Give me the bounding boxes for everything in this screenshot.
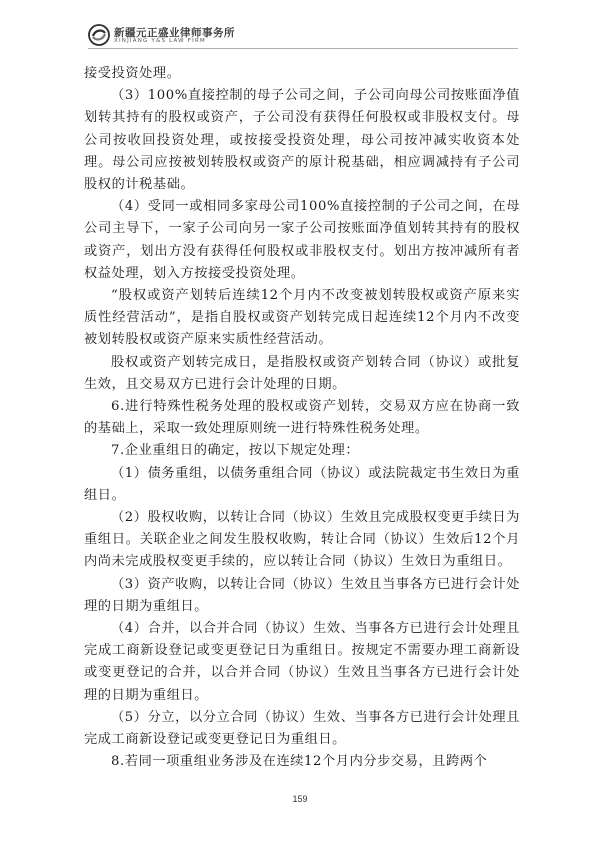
paragraph: 股权或资产划转完成日，是指股权或资产划转合同（协议）或批复生效，且交易双方已进行会计处理的日期。 [84, 354, 520, 392]
paragraph: 8.若同一项重组业务涉及在连续12个月内分步交易，且跨两个 [111, 754, 488, 770]
firm-logo-icon [88, 24, 110, 46]
paragraph: （2）股权收购，以转让合同（协议）生效且完成股权变更手续日为重组日。关联企业之间发生股权收购，转让合同（协议）生效后12个月内尚未完成股权变更手续的，应以转让合同（协议）生效日为重组日。 [84, 510, 520, 570]
page-number: 159 [292, 794, 308, 804]
paragraph: （3）100%直接控制的母子公司之间，子公司向母公司按账面净值划转其持有的股权或资产，子公司没有获得任何股权或非股权支付。母公司按收回投资处理，或按接受投资处理，母公司按冲减实收资本处理。母公司应按被划转股权或资产的原计税基础，相应调减持有子公司股权的计税基础。 [84, 88, 520, 193]
paragraph: 6.进行特殊性税务处理的股权或资产划转，交易双方应在协商一致的基础上，采取一致处理原则统一进行特殊性税务处理。 [84, 399, 520, 437]
paragraph: 7.企业重组日的确定，按以下规定处理： [111, 443, 360, 459]
paragraph: （5）分立，以分立合同（协议）生效、当事各方已进行会计处理且完成工商新设登记或变更登记日为重组日。 [84, 709, 520, 748]
page-header [88, 24, 518, 48]
paragraph: （4）合并，以合并合同（协议）生效、当事各方已进行会计处理且完成工商新设登记或变更登记日为重组日。按规定不需要办理工商新设或变更登记的合并，以合并合同（协议）生效且当事各方已进行会计处理的日期为重组日。 [84, 621, 520, 703]
document-body [84, 63, 520, 774]
paragraph: 接受投资处理。 [84, 66, 181, 81]
header-divider [88, 48, 518, 49]
paragraph: （1）债务重组，以债务重组合同（协议）或法院裁定书生效日为重组日。 [84, 465, 520, 503]
paragraph: “股权或资产划转后连续12个月内不改变被划转股权或资产原来实质性经营活动”，是指自股权或资产划转完成日起连续12个月内不改变被划转股权或资产原来实质性经营活动。 [84, 288, 520, 348]
paragraph: （4）受同一或相同多家母公司100%直接控制的子公司之间，在母公司主导下，一家子公司向另一家子公司按账面净值划转其持有的股权或资产，划出方没有获得任何股权或非股权支付。划出方按冲减所有者权益处理，划入方按接受投资处理。 [84, 199, 520, 281]
paragraph: （3）资产收购，以转让合同（协议）生效且当事各方已进行会计处理的日期为重组日。 [84, 576, 520, 614]
firm-name-en: XINJIANG Y&S LAW FIRM [114, 38, 206, 44]
firm-name-cn: 新疆元正盛业律师事务所 [114, 27, 235, 39]
